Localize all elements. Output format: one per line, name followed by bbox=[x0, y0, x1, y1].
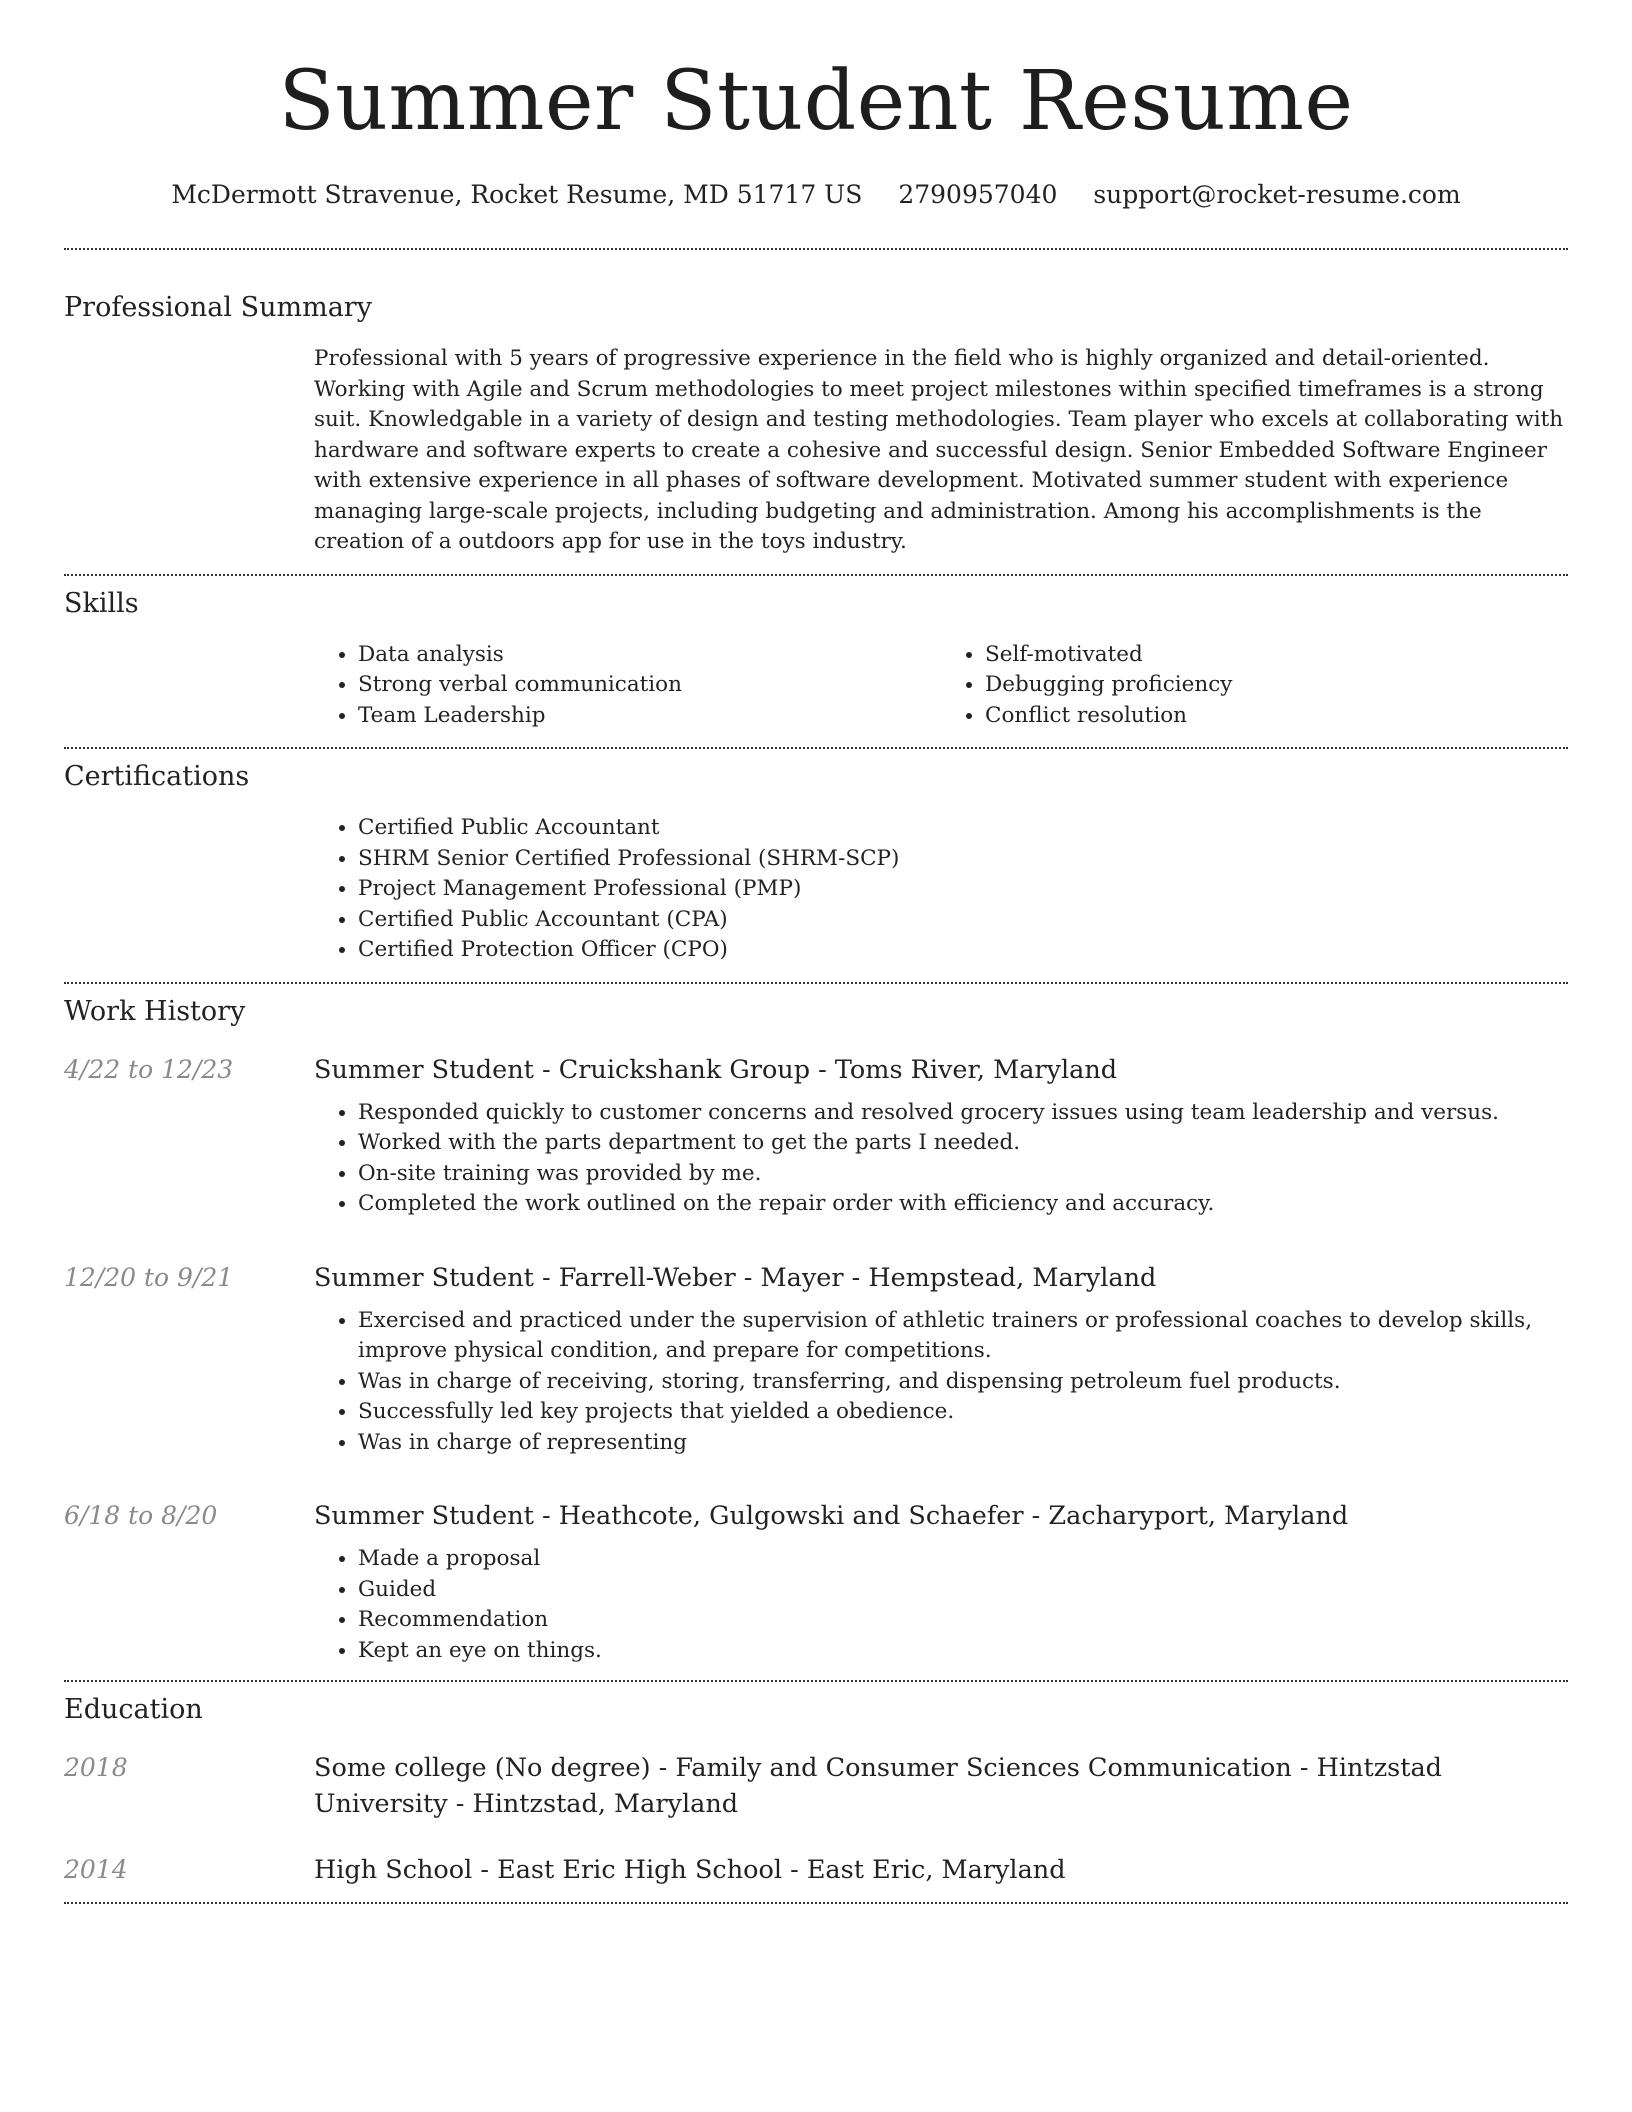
job-bullet: • Recommendation bbox=[358, 1605, 1568, 1636]
job-title: Summer Student - Heathcote, Gulgowski and Schaefer - Zacharyport, Maryland bbox=[314, 1501, 1349, 1531]
contact-email: support@rocket-resume.com bbox=[1093, 180, 1461, 209]
job-bullet: • Guided bbox=[358, 1575, 1568, 1606]
skills-section bbox=[64, 576, 1568, 748]
job-entry bbox=[64, 1498, 1568, 1666]
skills-list-left bbox=[314, 640, 941, 732]
job-title: Summer Student - Cruickshank Group - Toms River, Maryland bbox=[314, 1054, 1118, 1085]
work-history-heading: Work History bbox=[64, 995, 246, 1027]
job-bullet: • Responded quickly to customer concerns and resolved grocery issues using team leadership and versus. bbox=[358, 1098, 1568, 1129]
job-bullets bbox=[314, 1098, 1568, 1220]
contact-line bbox=[64, 178, 1568, 212]
contact-address: McDermott Stravenue, Rocket Resume, MD 51717 US bbox=[171, 180, 863, 209]
certification-item: • Certified Public Accountant (CPA) bbox=[358, 905, 1568, 936]
job-bullet: • Completed the work outlined on the repair order with efficiency and accuracy. bbox=[358, 1189, 1568, 1220]
education-date: 2018 bbox=[64, 1753, 128, 1782]
education-entry bbox=[64, 1852, 1568, 1888]
education-date: 2014 bbox=[64, 1855, 128, 1884]
job-bullet: • Was in charge of receiving, storing, transferring, and dispensing petroleum fuel products. bbox=[358, 1367, 1568, 1398]
section-divider bbox=[64, 1902, 1568, 1904]
certifications-section bbox=[64, 749, 1568, 982]
job-date: 6/18 to 8/20 bbox=[64, 1501, 218, 1530]
skill-item: • Data analysis bbox=[358, 640, 941, 671]
job-bullet: • Kept an eye on things. bbox=[358, 1636, 1568, 1667]
job-bullet: • Made a proposal bbox=[358, 1544, 1568, 1575]
job-bullets bbox=[314, 1544, 1568, 1666]
job-bullet: • Exercised and practiced under the supervision of athletic trainers or professional coaches to develop skills, improve physical condition, and prepare for competitions. bbox=[358, 1306, 1568, 1367]
job-date: 12/20 to 9/21 bbox=[64, 1262, 234, 1292]
certification-item: • Certified Protection Officer (CPO) bbox=[358, 935, 1568, 966]
certification-item: • SHRM Senior Certified Professional (SHRM-SCP) bbox=[358, 844, 1568, 875]
summary-heading: Professional Summary bbox=[64, 292, 372, 323]
job-entry bbox=[64, 1260, 1568, 1459]
job-entry bbox=[64, 1052, 1568, 1220]
work-history-section bbox=[64, 984, 1568, 1681]
summary-section bbox=[64, 250, 1568, 574]
skill-item: • Strong verbal communication bbox=[358, 670, 941, 701]
job-bullets bbox=[314, 1306, 1568, 1459]
skill-item: • Debugging proficiency bbox=[985, 670, 1568, 701]
certification-item: • Project Management Professional (PMP) bbox=[358, 874, 1568, 905]
skill-item: • Conflict resolution bbox=[985, 701, 1568, 732]
education-title: Some college (No degree) - Family and Consumer Sciences Communication - Hintzstad University - Hintzstad, Maryland bbox=[314, 1753, 1443, 1819]
job-date: 4/22 to 12/23 bbox=[64, 1054, 234, 1084]
job-bullet: • Successfully led key projects that yielded a obedience. bbox=[358, 1397, 1568, 1428]
job-bullet: • On-site training was provided by me. bbox=[358, 1159, 1568, 1190]
summary-text: Professional with 5 years of progressive experience in the field who is highly organized and detail-oriented. Working with Agile and Scrum methodologies to meet project milestones within specified timeframes is a strong suit. Knowledgable in a variety of design and testing methodologies. Team player who excels at collaborating with hardware and software experts to create a cohesive and successful design. Senior Embedded Software Engineer with extensive experience in all phases of software development. Motivated summer student with experience managing large-scale projects, including budgeting and administration. Among his accomplishments is the creation of a outdoors app for use in the toys industry. bbox=[314, 346, 1564, 554]
contact-phone: 2790957040 bbox=[898, 180, 1058, 209]
certifications-heading: Certifications bbox=[64, 761, 250, 792]
education-entry bbox=[64, 1750, 1568, 1822]
education-heading: Education bbox=[64, 1694, 203, 1725]
skill-item: • Team Leadership bbox=[358, 701, 941, 732]
certifications-list bbox=[314, 813, 1568, 966]
job-bullet: • Worked with the parts department to get the parts I needed. bbox=[358, 1128, 1568, 1159]
education-section bbox=[64, 1682, 1568, 1902]
job-bullet: • Was in charge of representing bbox=[358, 1428, 1568, 1459]
skills-list-right bbox=[941, 640, 1568, 732]
certification-item: • Certified Public Accountant bbox=[358, 813, 1568, 844]
education-title: High School - East Eric High School - East Eric, Maryland bbox=[314, 1855, 1066, 1885]
skill-item: • Self-motivated bbox=[985, 640, 1568, 671]
resume-title: Summer Student Resume bbox=[278, 54, 1354, 149]
job-title: Summer Student - Farrell-Weber - Mayer - Hempstead, Maryland bbox=[314, 1262, 1157, 1293]
skills-heading: Skills bbox=[64, 587, 139, 619]
